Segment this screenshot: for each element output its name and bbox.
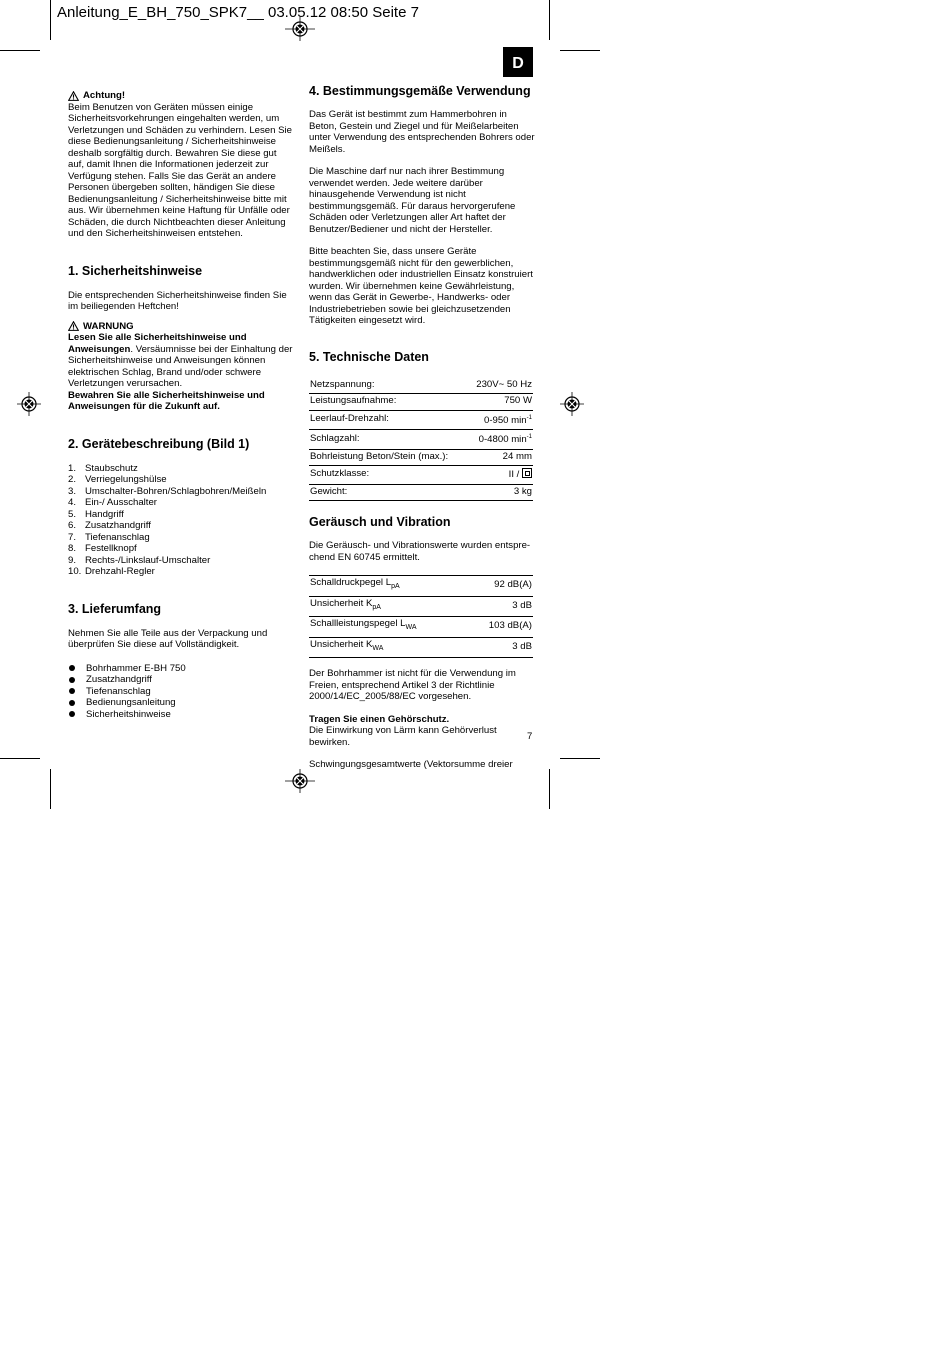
warnung-text	[68, 332, 293, 390]
table-row: Schutzklasse: II /	[309, 466, 533, 485]
list-item: 5. Handgriff	[68, 508, 124, 520]
section-4-para-3: Bitte beachten Sie, dass unsere Geräte bestimmungsgemäß nicht für den gewerblichen, handwerklichen oder industriellen Einsatz konstruiert wurden. Wir übernehmen keine Gewährleistung, wenn das Gerät in Gewerbe-, Handwerks- oder Industriebetrieben sowie bei gleichzusetzenden Tätigkeiten eingesetzt wird.	[309, 246, 533, 326]
list-item: 8. Festellknopf	[68, 543, 137, 554]
crop-mark	[0, 758, 40, 759]
delivery-list	[68, 663, 293, 721]
bullet-icon	[69, 688, 75, 694]
table-row: Leerlauf-Drehzahl: 0-950 $\min^{-1}$	[309, 410, 533, 430]
warnung-heading	[68, 321, 293, 333]
section-4-para-2: Die Maschine darf nur nach ihrer Bestimmung verwendet werden. Jede weitere darüber hinausgehende Verwendung ist nicht bestimmungsgemäß. Für daraus hervorgerufene Schäden oder Verletzungen aller Art haftet der Benutzer/Bediener und nicht der Hersteller.	[309, 166, 516, 235]
achtung-title: Achtung!	[83, 90, 126, 101]
warning-triangle-icon	[68, 321, 79, 331]
warnung-bold-1: Lesen Sie alle Sicherheitshinweise und Anweisungen	[68, 332, 247, 355]
crop-mark	[549, 769, 550, 809]
left-column	[68, 90, 293, 720]
right-column	[309, 84, 535, 771]
protection-class-icon	[522, 468, 532, 478]
warnung-body: . Versäumnisse bei der Einhaltung der Sicherheitshinweise und Anweisungen können elektrischen Schlag, Brand und/oder schwere Verletzungen verursachen.	[68, 343, 293, 389]
registration-mark-icon	[560, 392, 584, 416]
list-item: 2. Verriegelungshülse	[68, 474, 167, 485]
section-3-heading: 3. Lieferumfang	[68, 601, 162, 616]
list-item: Bohrhammer E-BH 750	[68, 663, 293, 675]
table-row: Leistungsaufnahme: 750 W	[309, 394, 533, 411]
hearing-protection-heading: Tragen Sie einen Gehörschutz.	[309, 713, 450, 725]
table-row: Schallleistungspegel $L_{WA}$ 103 dB(A)	[309, 617, 533, 637]
section-5-heading: 5. Technische Daten	[309, 349, 429, 364]
registration-mark-icon	[285, 769, 315, 793]
table-row: Schalldruckpegel $L_{pA}$ 92 dB(A)	[309, 576, 533, 596]
table-row: Gewicht: 3 kg	[309, 484, 533, 501]
list-item: 9. Rechts-/Linkslauf-Umschalter	[68, 554, 211, 566]
warning-triangle-icon	[68, 91, 79, 101]
noise-text: Die Geräusch- und Vibrationswerte wurden entspre- chend EN 60745 ermittelt.	[309, 540, 531, 563]
list-item: 6. Zusatzhandgriff	[68, 520, 151, 531]
list-item: 10. Drehzahl-Regler	[68, 566, 155, 577]
crop-mark	[50, 769, 51, 809]
list-item: 3. Umschalter-Bohren/Schlagbohren/Meißeln	[68, 485, 267, 497]
section-3-text: Nehmen Sie alle Teile aus der Verpackung und überprüfen Sie diese auf Vollständigkeit.	[68, 627, 268, 650]
table-row: Unsicherheit $K_{pA}$ 3 dB	[309, 596, 533, 616]
warnung-bold-2: Bewahren Sie alle Sicherheitshinweise und Anweisungen für die Zukunft auf.	[68, 389, 265, 412]
table-row: Unsicherheit $K_{WA}$ 3 dB	[309, 637, 533, 657]
crop-mark	[50, 0, 51, 40]
noise-para-2: Der Bohrhammer ist nicht für die Verwendung im Freien, entsprechend Artikel 3 der Richtlinie 2000/14/EC_2005/88/EC vorgesehen.	[309, 668, 516, 702]
crop-mark	[0, 50, 40, 51]
bullet-icon	[69, 677, 75, 683]
table-row: Netzspannung: 230V~ 50 Hz	[309, 378, 533, 394]
crop-mark	[549, 0, 550, 40]
list-item: Sicherheitshinweise	[68, 709, 293, 721]
bullet-icon	[69, 711, 75, 717]
section-2-heading: 2. Gerätebeschreibung (Bild 1)	[68, 436, 250, 451]
vibration-text: Schwingungsgesamtwerte (Vektorsumme dreier	[309, 759, 513, 770]
achtung-heading	[68, 90, 293, 102]
noise-heading: Geräusch und Vibration	[309, 515, 451, 530]
print-slug: Anleitung_E_BH_750_SPK7__ 03.05.12 08:50 Seite 7	[57, 4, 419, 21]
list-item: 4. Ein-/ Ausschalter	[68, 497, 157, 508]
crop-mark	[560, 50, 600, 51]
section-4-heading: 4. Bestimmungsgemäße Verwendung	[309, 84, 531, 98]
section-1-text: Die entsprechenden Sicherheitshinweise finden Sie im beiliegenden Heftchen!	[68, 289, 287, 312]
list-item: Zusatzhandgriff	[68, 674, 293, 686]
list-item: Bedienungsanleitung	[68, 697, 293, 709]
list-item: 1. Staubschutz	[68, 462, 138, 474]
list-item: Tiefenanschlag	[68, 686, 293, 698]
achtung-text: Beim Benutzen von Geräten müssen einige Sicherheitsvorkehrungen eingehalten werden, um Verletzungen und Schäden zu verhindern. Lesen Sie diese Bedienungsanleitung / Sicherheitshinweise deshalb sorgfältig durch. Bewahren Sie diese gut auf, damit Ihnen die Informationen jederzeit zur Verfügung stehen. Falls Sie das Gerät an andere Personen übergeben sollten, händigen Sie diese Bedienungsanleitung / Sicherheitshinweise bitte mit aus. Wir übernehmen keine Haftung für Unfälle oder Schäden, die durch Nichtbeachten dieser Anleitung und den Sicherheitshinweisen entstehen.	[68, 101, 293, 239]
bullet-icon	[69, 665, 75, 671]
section-4-para-1: Das Gerät ist bestimmt zum Hammerbohren in Beton, Gestein und Ziegel und für Meißelarbeiten unter Verwendung des entsprechenden Bohrers oder Meißels.	[309, 109, 535, 155]
noise-table	[309, 575, 533, 658]
warnung-title: WARNUNG	[83, 320, 134, 332]
table-row: Bohrleistung Beton/Stein (max.): 24 mm	[309, 449, 533, 466]
registration-mark-icon	[285, 17, 315, 41]
registration-mark-icon	[17, 392, 41, 416]
parts-list	[68, 463, 293, 578]
section-1-heading: 1. Sicherheitshinweise	[68, 263, 203, 278]
spec-table	[309, 378, 533, 502]
language-tab: D	[503, 47, 533, 77]
hearing-protection-text: Die Einwirkung von Lärm kann Gehörverlust bewirken.	[309, 725, 497, 748]
bullet-icon	[69, 700, 75, 706]
page-number: 7	[527, 731, 533, 742]
crop-mark	[560, 758, 600, 759]
table-row: Schlagzahl: 0-4800 $\min^{-1}$	[309, 430, 533, 450]
list-item: 7. Tiefenanschlag	[68, 531, 150, 543]
